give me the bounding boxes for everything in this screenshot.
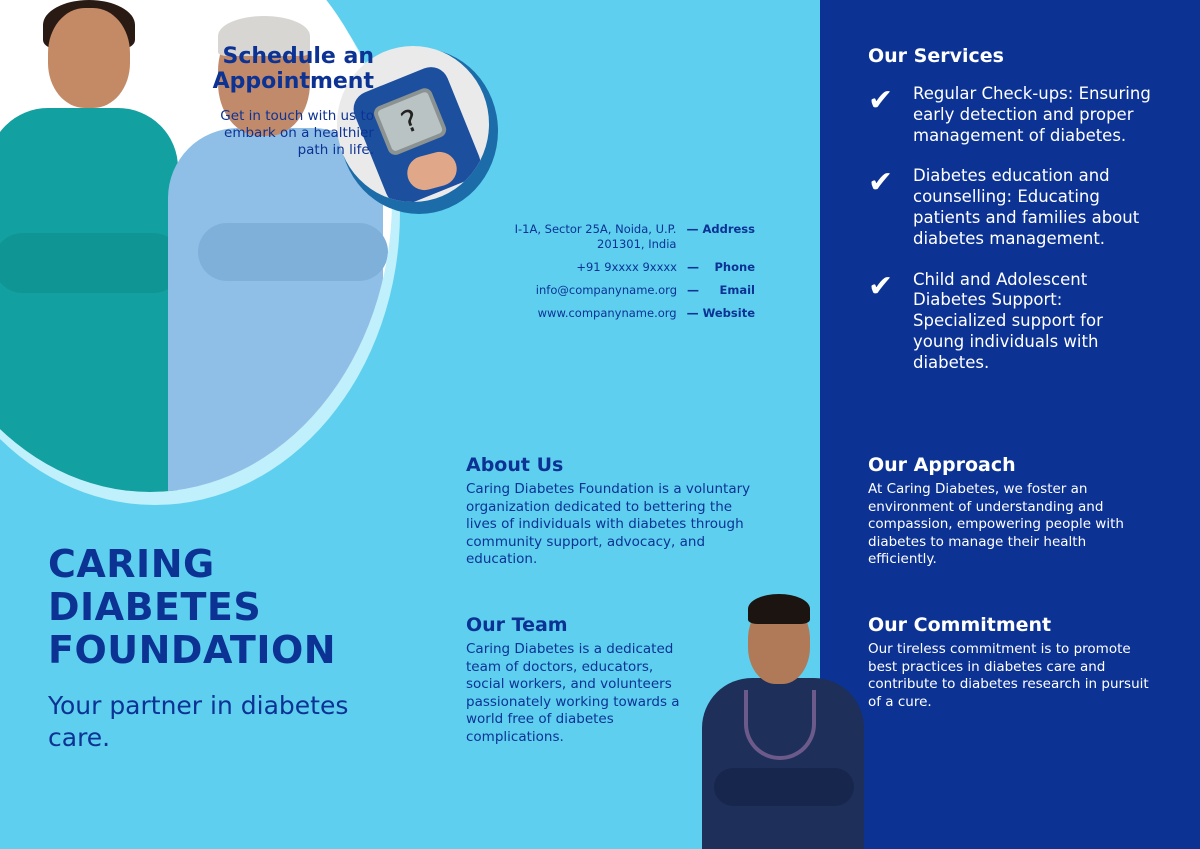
website-value[interactable]: www.companyname.org	[537, 306, 677, 320]
address-value: I-1A, Sector 25A, Noida, U.P. 201301, India	[514, 222, 677, 251]
checkmark-icon: ✔	[868, 165, 894, 201]
phone-label: Phone	[714, 260, 755, 274]
brand-title-line3: FOUNDATION	[48, 628, 337, 672]
contact-list	[480, 222, 755, 329]
doctor-man-body	[168, 128, 383, 492]
team-title: Our Team	[466, 614, 568, 636]
brand-block	[48, 543, 378, 754]
schedule-text: Get in touch with us to embark on a healthier path in life.	[220, 108, 374, 158]
schedule-title-line1: Schedule an	[222, 44, 374, 69]
young-doctor-hair	[748, 594, 810, 624]
schedule-section	[74, 44, 374, 159]
brand-tagline: Your partner in diabetes care.	[48, 691, 349, 752]
young-doctor-photo	[696, 590, 871, 849]
approach-text: At Caring Diabetes, we foster an environment of understanding and compassion, empowering people with diabetes to manage their health efficiently.	[868, 481, 1124, 567]
contact-address	[480, 222, 755, 252]
contact-website	[480, 306, 755, 321]
dash: —	[686, 222, 699, 236]
commitment-text: Our tireless commitment is to promote best practices in diabetes care and contribute to diabetes research in pursuit of a cure.	[868, 641, 1149, 710]
about-text: Caring Diabetes Foundation is a voluntary organization dedicated to bettering the lives of individuals with diabetes through community support, advocacy, and education.	[466, 481, 751, 567]
doctor-man-arms	[198, 223, 388, 281]
brand-title	[48, 543, 378, 672]
email-value[interactable]: info@companyname.org	[535, 283, 677, 297]
dash: —	[687, 283, 699, 297]
checkmark-icon: ✔	[868, 268, 894, 304]
schedule-title-line2: Appointment	[212, 69, 374, 94]
team-section	[466, 613, 681, 746]
services-title: Our Services	[868, 45, 1004, 67]
glucometer-screen: ?	[372, 86, 449, 157]
approach-section	[868, 453, 1158, 569]
stethoscope-icon	[744, 690, 816, 760]
doctor-woman-arms	[0, 233, 183, 293]
email-label: Email	[719, 283, 755, 297]
brand-title-line2: DIABETES	[48, 585, 262, 629]
address-label: Address	[702, 222, 755, 236]
service-item	[868, 84, 1168, 146]
services-section	[868, 44, 1168, 374]
dash: —	[687, 260, 699, 274]
phone-value[interactable]: +91 9xxxx 9xxxx	[576, 260, 677, 274]
service-text: Diabetes education and counselling: Educating patients and families about diabetes management.	[913, 166, 1140, 248]
checkmark-icon: ✔	[868, 83, 894, 118]
about-section	[466, 453, 756, 569]
contact-email	[480, 283, 755, 298]
service-item	[868, 166, 1168, 249]
approach-title: Our Approach	[868, 454, 1016, 476]
service-item	[868, 270, 1168, 374]
brand-title-line1: CARING	[48, 542, 215, 586]
commitment-title: Our Commitment	[868, 614, 1052, 636]
doctor-woman-body	[0, 108, 178, 492]
schedule-title	[74, 44, 374, 94]
dash: —	[686, 306, 699, 320]
service-text: Regular Check-ups: Ensuring early detection and proper management of diabetes.	[913, 84, 1151, 145]
service-text: Child and Adolescent Diabetes Support: Specialized support for young individuals with diabetes.	[913, 269, 1103, 372]
team-text: Caring Diabetes is a dedicated team of doctors, educators, social workers, and volunteers passionately working towards a world free of diabetes complications.	[466, 641, 680, 745]
contact-phone	[480, 260, 755, 275]
commitment-section	[868, 613, 1158, 711]
young-doctor-arms	[714, 768, 854, 806]
services-list	[868, 84, 1168, 374]
website-label: Website	[702, 306, 755, 320]
about-title: About Us	[466, 454, 564, 476]
